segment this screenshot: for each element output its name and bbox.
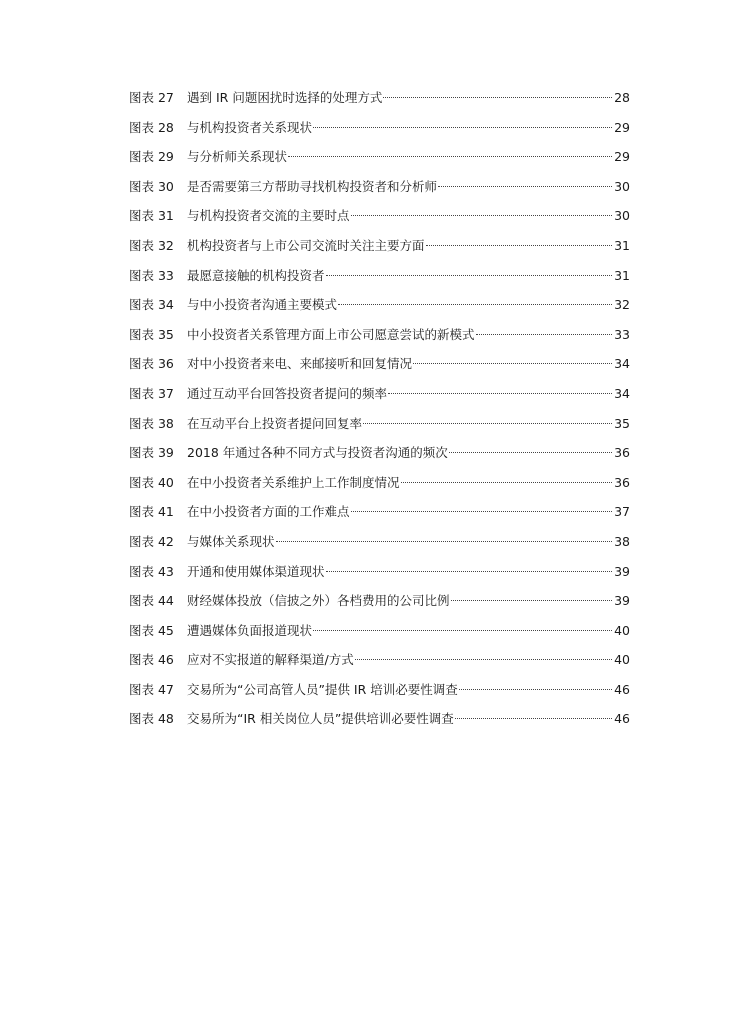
page-number: 29	[614, 149, 630, 165]
figure-label: 图表 40	[129, 474, 174, 490]
figure-label: 图表 38	[129, 415, 174, 431]
page-number: 40	[614, 622, 630, 638]
dot-leader	[326, 275, 613, 276]
figure-label: 图表 39	[129, 445, 174, 461]
figure-label: 图表 44	[129, 593, 174, 609]
dot-leader	[459, 689, 612, 690]
figure-title: 通过互动平台回答投资者提问的频率	[187, 385, 388, 401]
dot-leader	[276, 541, 613, 542]
toc-entry[interactable]	[129, 261, 630, 291]
dot-leader	[355, 659, 612, 660]
page-number: 38	[614, 533, 630, 549]
dot-leader	[449, 452, 612, 453]
dot-leader	[455, 718, 612, 719]
figure-title: 与分析师关系现状	[187, 149, 288, 165]
toc-entry[interactable]	[129, 320, 630, 350]
figure-title: 最愿意接触的机构投资者	[187, 267, 325, 283]
figure-label: 图表 42	[129, 533, 174, 549]
toc-entry[interactable]	[129, 675, 630, 705]
figure-title: 在中小投资者方面的工作难点	[187, 504, 350, 520]
page-number: 29	[614, 119, 630, 135]
page-number: 28	[614, 90, 630, 105]
toc-entry[interactable]	[129, 704, 630, 734]
dot-leader	[426, 245, 613, 246]
figure-label: 图表 29	[129, 149, 174, 165]
toc-entry[interactable]	[129, 645, 630, 675]
figure-title: 对中小投资者来电、来邮接听和回复情况	[187, 356, 413, 372]
toc-entry[interactable]	[129, 379, 630, 409]
page-number: 32	[614, 297, 630, 313]
figure-title: 在中小投资者关系维护上工作制度情况	[187, 474, 400, 490]
figure-title: 遇到 IR 问题困扰时选择的处理方式	[187, 90, 383, 105]
figure-title: 开通和使用媒体渠道现状	[187, 563, 325, 579]
page-number: 31	[614, 237, 630, 253]
figure-title: 2018 年通过各种不同方式与投资者沟通的频次	[187, 445, 448, 461]
figure-label: 图表 28	[129, 119, 174, 135]
figure-label: 图表 46	[129, 652, 174, 668]
figure-label: 图表 27	[129, 90, 174, 105]
toc-entry[interactable]	[129, 142, 630, 172]
figure-title: 机构投资者与上市公司交流时关注主要方面	[187, 237, 425, 253]
page-number: 46	[614, 681, 630, 697]
toc-entry[interactable]	[129, 201, 630, 231]
figure-title: 与机构投资者交流的主要时点	[187, 208, 350, 224]
figure-title: 与媒体关系现状	[187, 533, 275, 549]
figure-label: 图表 36	[129, 356, 174, 372]
page-number: 36	[614, 474, 630, 490]
figure-title: 财经媒体投放（信披之外）各档费用的公司比例	[187, 593, 450, 609]
figure-label: 图表 37	[129, 385, 174, 401]
figure-label: 图表 33	[129, 267, 174, 283]
dot-leader	[413, 363, 612, 364]
toc-entry[interactable]	[129, 497, 630, 527]
dot-leader	[401, 482, 613, 483]
table-of-figures	[129, 83, 630, 734]
dot-leader	[388, 393, 612, 394]
figure-title: 与机构投资者关系现状	[187, 119, 313, 135]
figure-title: 遭遇媒体负面报道现状	[187, 622, 313, 638]
figure-label: 图表 45	[129, 622, 174, 638]
dot-leader	[313, 127, 612, 128]
figure-label: 图表 30	[129, 178, 174, 194]
toc-entry[interactable]	[129, 172, 630, 202]
toc-entry[interactable]	[129, 527, 630, 557]
dot-leader	[363, 423, 612, 424]
toc-entry[interactable]	[129, 231, 630, 261]
page-number: 40	[614, 652, 630, 668]
dot-leader	[313, 630, 612, 631]
dot-leader	[288, 156, 612, 157]
toc-entry[interactable]	[129, 349, 630, 379]
figure-label: 图表 43	[129, 563, 174, 579]
figure-label: 图表 31	[129, 208, 174, 224]
toc-entry[interactable]	[129, 290, 630, 320]
dot-leader	[438, 186, 612, 187]
figure-title: 中小投资者关系管理方面上市公司愿意尝试的新模式	[187, 326, 475, 342]
page-number: 34	[614, 385, 630, 401]
toc-entry[interactable]	[129, 557, 630, 587]
page-number: 30	[614, 178, 630, 194]
page-number: 33	[614, 326, 630, 342]
page-number: 30	[614, 208, 630, 224]
page-number: 37	[614, 504, 630, 520]
dot-leader	[451, 600, 613, 601]
figure-title: 是否需要第三方帮助寻找机构投资者和分析师	[187, 178, 438, 194]
page-number: 35	[614, 415, 630, 431]
toc-entry[interactable]	[129, 616, 630, 646]
toc-entry[interactable]	[129, 83, 630, 113]
dot-leader	[351, 511, 613, 512]
dot-leader	[383, 97, 612, 98]
figure-title: 交易所为“公司高管人员”提供 IR 培训必要性调查	[187, 681, 458, 697]
page-number: 34	[614, 356, 630, 372]
dot-leader	[476, 334, 613, 335]
toc-entry[interactable]	[129, 438, 630, 468]
toc-entry[interactable]	[129, 113, 630, 143]
toc-entry[interactable]	[129, 409, 630, 439]
figure-label: 图表 48	[129, 711, 174, 727]
figure-label: 图表 41	[129, 504, 174, 520]
page-number: 39	[614, 593, 630, 609]
dot-leader	[326, 571, 613, 572]
dot-leader	[351, 215, 613, 216]
toc-entry[interactable]	[129, 586, 630, 616]
page-number: 46	[614, 711, 630, 727]
toc-entry[interactable]	[129, 468, 630, 498]
dot-leader	[338, 304, 612, 305]
figure-title: 在互动平台上投资者提问回复率	[187, 415, 363, 431]
page-number: 31	[614, 267, 630, 283]
figure-label: 图表 35	[129, 326, 174, 342]
figure-label: 图表 47	[129, 681, 174, 697]
figure-title: 交易所为“IR 相关岗位人员”提供培训必要性调查	[187, 711, 454, 727]
figure-label: 图表 34	[129, 297, 174, 313]
figure-title: 与中小投资者沟通主要模式	[187, 297, 338, 313]
figure-label: 图表 32	[129, 237, 174, 253]
page-number: 39	[614, 563, 630, 579]
figure-title: 应对不实报道的解释渠道/方式	[187, 652, 354, 668]
page-number: 36	[614, 445, 630, 461]
